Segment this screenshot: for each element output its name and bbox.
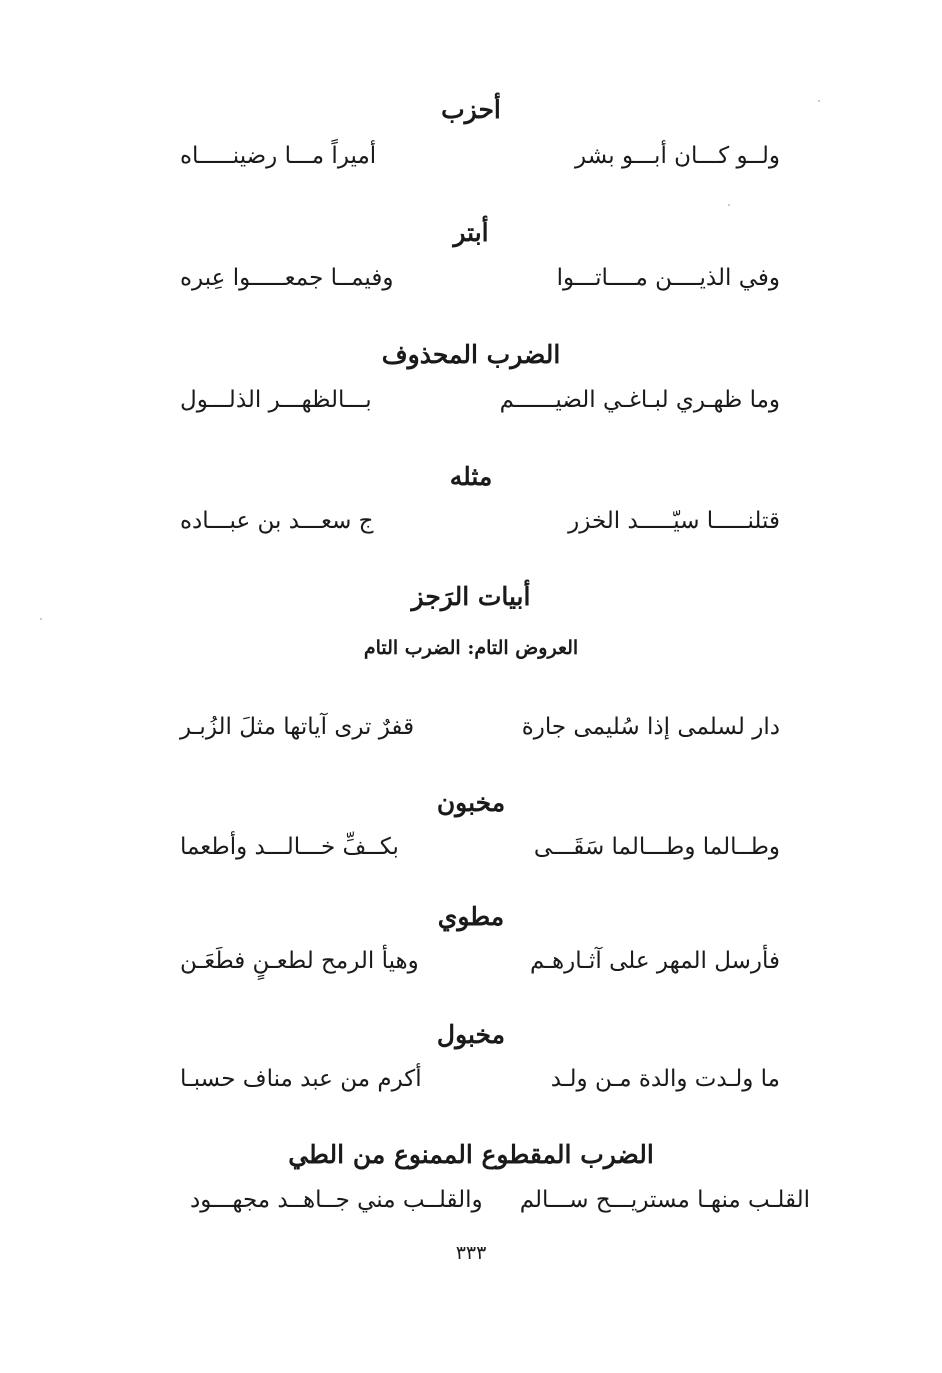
verse-first-hemistich: ما ولـدت والدة مـن ولـد (550, 1066, 780, 1092)
section-title-makhboun: مخبون (436, 788, 506, 817)
section-title-mahthouf: الضرب المحذوف (381, 340, 561, 369)
section-title-ahzab: أحزب (441, 95, 501, 124)
scan-speck (818, 100, 820, 102)
verse-mahthouf (180, 387, 780, 413)
page-number: ٣٣٣ (455, 1242, 487, 1264)
verse-second-hemistich: ج سعـــد بن عبـــاده (180, 508, 374, 534)
verse-ahzab (180, 143, 780, 169)
verse-second-hemistich: بكــفِّ خـــالـــد وأطعما (180, 834, 399, 860)
verse-makhboul (180, 1066, 780, 1092)
section-title-maqtou: الضرب المقطوع الممنوع من الطي (288, 1140, 654, 1169)
verse-second-hemistich: وفيمــا جمعـــــوا عِبره (180, 265, 394, 291)
verse-first-hemistich: وما ظهـري لبـاغـي الضيــــــم (499, 387, 780, 413)
verse-first-hemistich: دار لسلمى إذا سُليمى جارة (521, 714, 780, 740)
verse-first-hemistich: فأرسل المهر على آثـارهـم (529, 948, 780, 974)
verse-mithluh (180, 508, 780, 534)
section-title-abtar: أبتر (453, 218, 489, 247)
scan-speck (728, 204, 730, 206)
verse-second-hemistich: أكرم من عبد مناف حسبـا (180, 1066, 422, 1092)
verse-first-hemistich: وفي الذيــــن مــــاتـــوا (556, 265, 780, 291)
verse-rajaz (180, 714, 780, 740)
section-title-mithluh: مثله (449, 462, 493, 491)
section-title-matwi: مطوي (437, 902, 505, 931)
verse-second-hemistich: وهيأ الرمح لطعـنٍ فطَعَـن (180, 948, 419, 974)
verse-makhboun (180, 834, 780, 860)
verse-first-hemistich: قتلنـــــا سيّـــــد الخزر (568, 508, 780, 534)
section-subtitle-rajaz: العروض التام: الضرب التام (363, 637, 579, 659)
section-title-rajaz: أبيات الرَجز (411, 582, 531, 611)
verse-second-hemistich: والقلــب مني جــاهــد مجهـــود (190, 1187, 483, 1213)
verse-second-hemistich: أميراً مـــا رضينـــــاه (180, 143, 377, 169)
verse-first-hemistich: وطــالما وطـــالما سَقَـــى (533, 834, 780, 860)
section-title-makhboul: مخبول (436, 1020, 506, 1049)
scan-speck (40, 618, 42, 620)
verse-second-hemistich: بـــالظهـــر الذلـــول (180, 387, 372, 413)
verse-abtar (180, 265, 780, 291)
verse-matwi (180, 948, 780, 974)
verse-first-hemistich: ولــو كـــان أبـــو بشر (575, 143, 780, 169)
verse-second-hemistich: قفرٌ ترى آياتها مثلَ الزُبـر (180, 714, 415, 740)
verse-first-hemistich: القلـب منهـا مستريـــح ســـالم (519, 1187, 810, 1213)
verse-maqtou (190, 1187, 810, 1213)
